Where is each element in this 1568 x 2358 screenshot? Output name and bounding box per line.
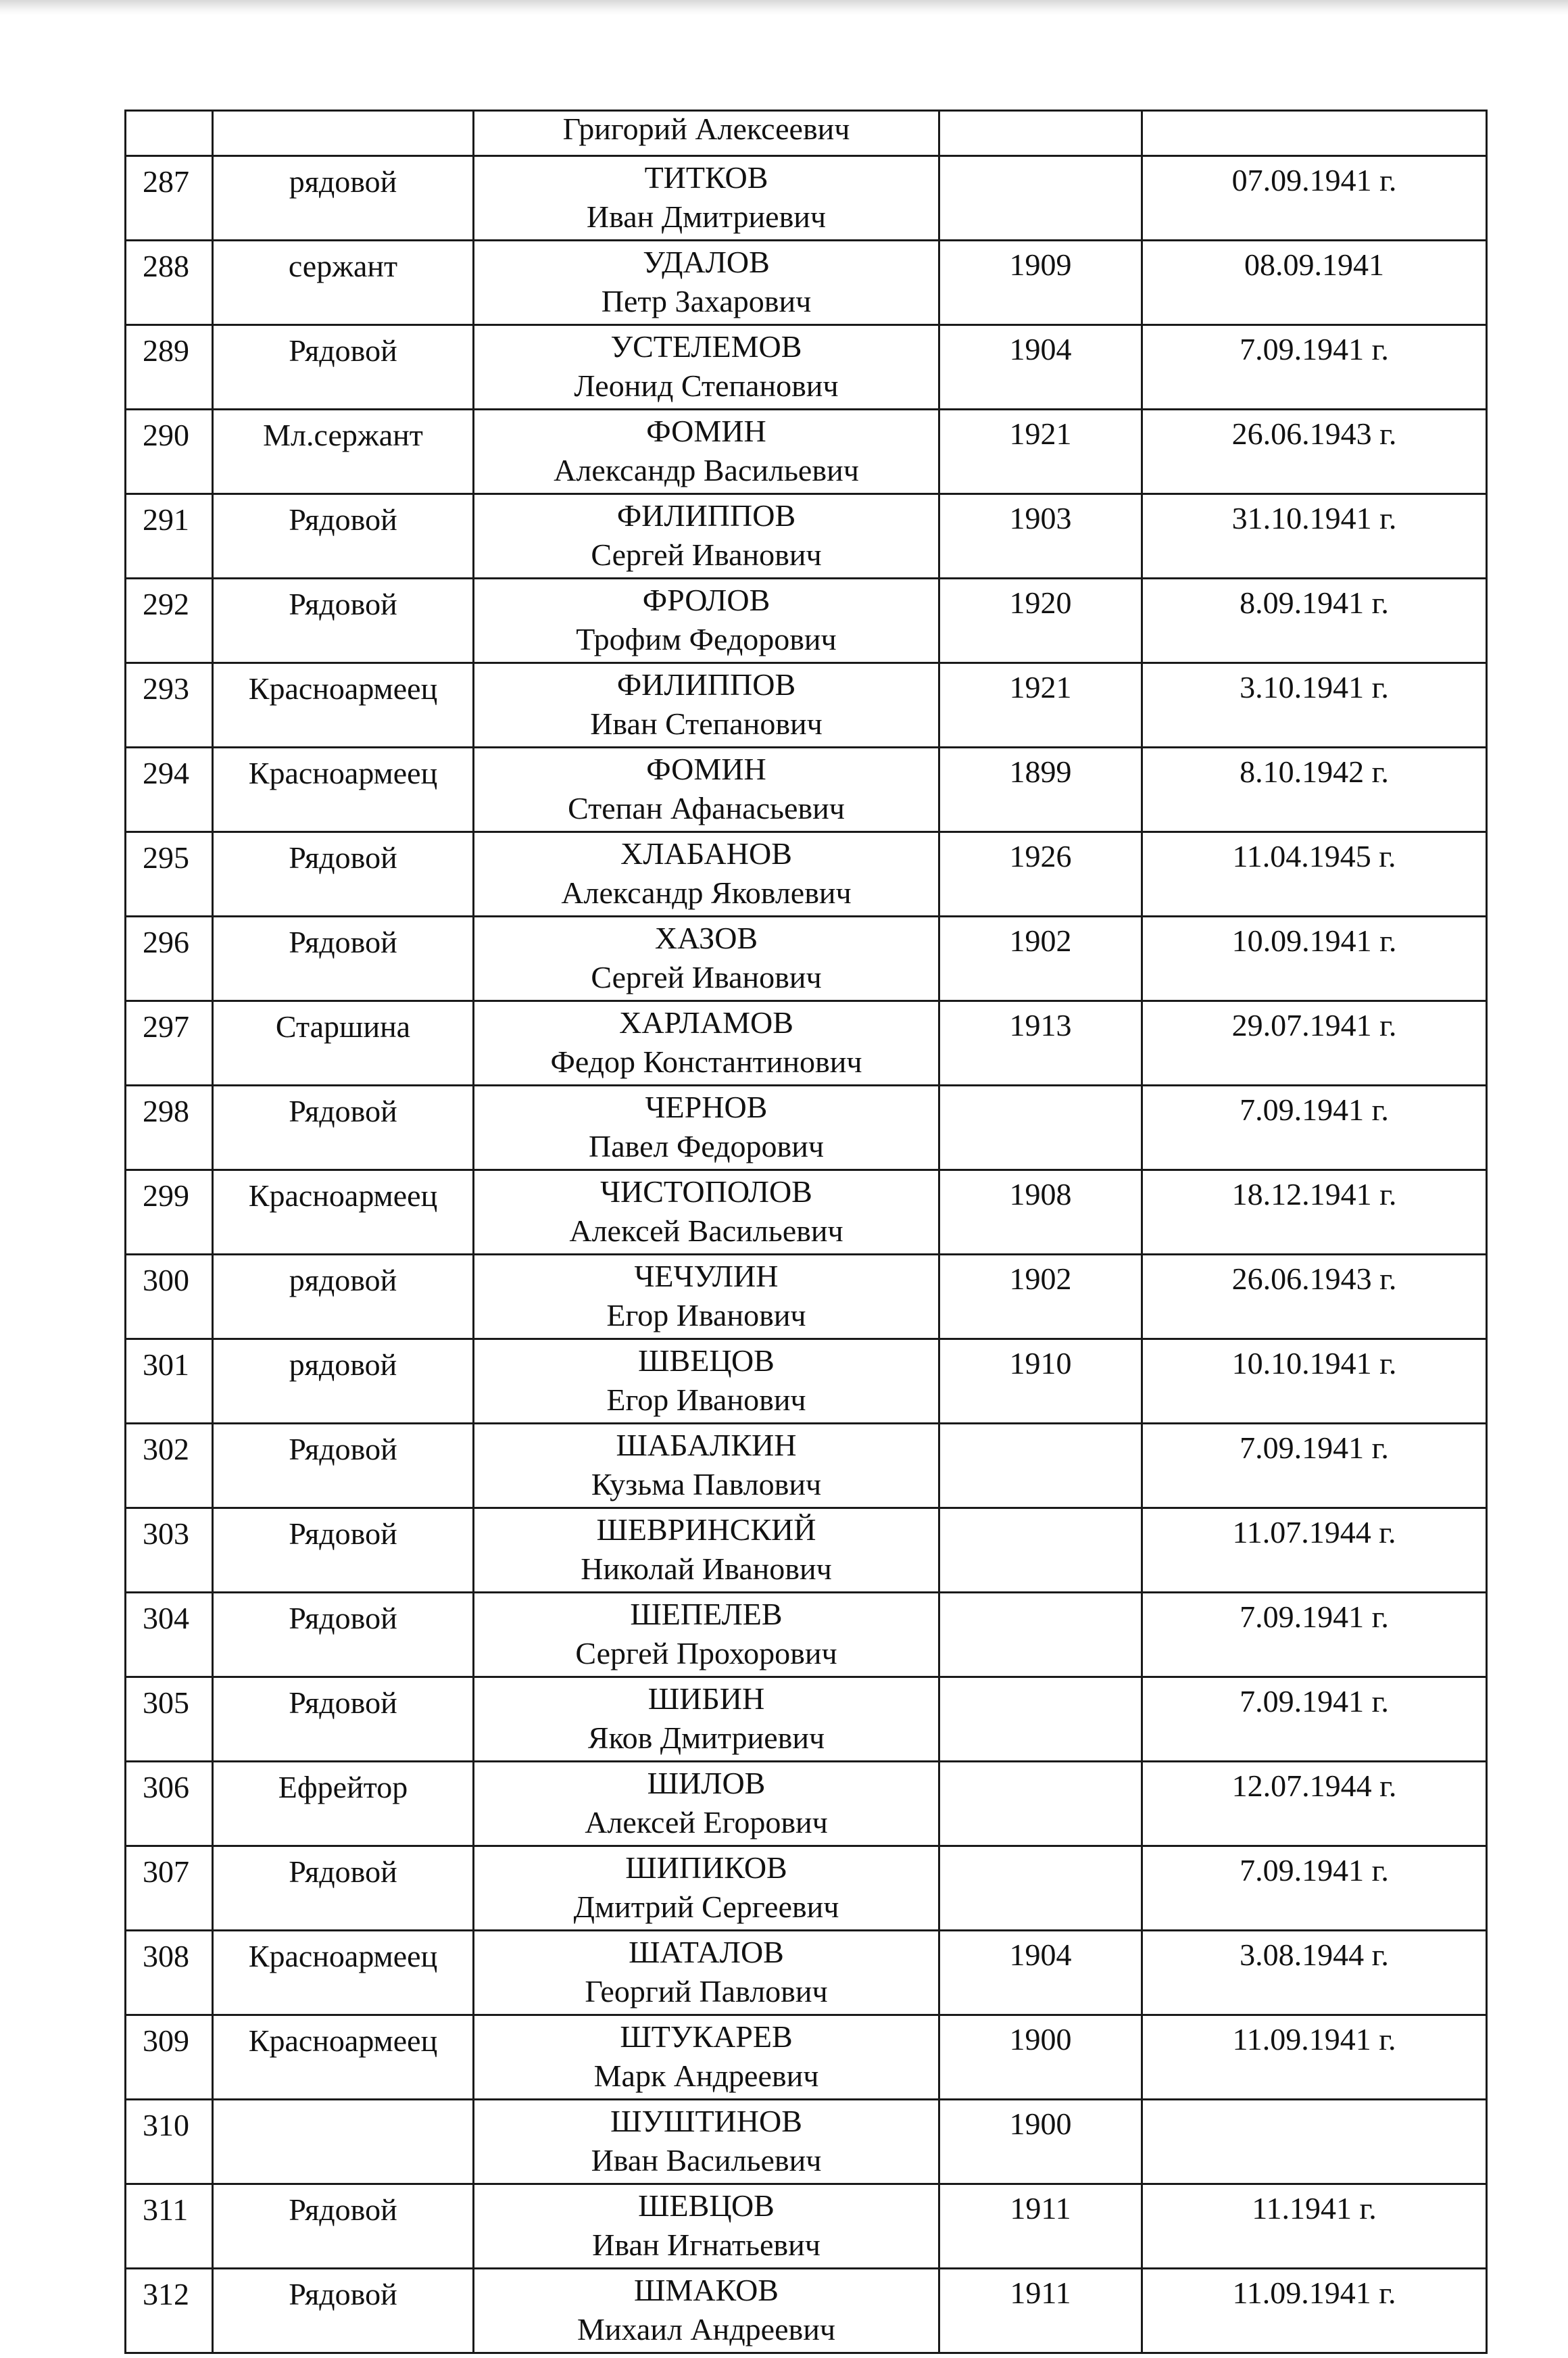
- number-cell: 310: [126, 2100, 213, 2184]
- surname: ШИБИН: [647, 1681, 765, 1716]
- surname: ШТУКАРЕВ: [620, 2019, 793, 2054]
- birth-year-cell: [939, 1762, 1142, 1846]
- number-cell: 287: [126, 156, 213, 241]
- death-date-cell: 11.04.1945 г.: [1142, 832, 1487, 917]
- surname: ШЕВРИНСКИЙ: [596, 1512, 816, 1547]
- surname: ХЛАБАНОВ: [620, 836, 792, 871]
- birth-year-cell: [939, 1677, 1142, 1762]
- table-row: [126, 579, 1487, 663]
- rank-cell: Рядовой: [213, 1508, 474, 1593]
- name-cell: [474, 1677, 939, 1762]
- given-names: Федор Константинович: [550, 1044, 862, 1079]
- table-row: [126, 663, 1487, 748]
- rank-cell: Рядовой: [213, 1593, 474, 1677]
- name-cell: [474, 2269, 939, 2353]
- given-names: Алексей Васильевич: [569, 1213, 843, 1248]
- table-row: [126, 156, 1487, 241]
- given-names: Дмитрий Сергеевич: [573, 1890, 839, 1924]
- given-names: Александр Яковлевич: [561, 875, 852, 910]
- name-cell: [474, 1508, 939, 1593]
- death-date-cell: 3.10.1941 г.: [1142, 663, 1487, 748]
- name-cell: [474, 1424, 939, 1508]
- name-cell: [474, 325, 939, 410]
- rank-cell: Рядовой: [213, 494, 474, 579]
- death-date-cell: 11.07.1944 г.: [1142, 1508, 1487, 1593]
- surname: ЧИСТОПОЛОВ: [600, 1174, 812, 1209]
- name-cell: [474, 917, 939, 1001]
- birth-year-cell: [939, 111, 1142, 156]
- name-cell: [474, 1593, 939, 1677]
- table-row: [126, 1086, 1487, 1170]
- surname: ФРОЛОВ: [642, 583, 770, 617]
- birth-year-cell: 1911: [939, 2184, 1142, 2269]
- given-names: Григорий Алексеевич: [562, 112, 850, 146]
- number-cell: 306: [126, 1762, 213, 1846]
- number-cell: 305: [126, 1677, 213, 1762]
- given-names: Петр Захарович: [601, 284, 812, 318]
- number-cell: 298: [126, 1086, 213, 1170]
- name-cell: [474, 1762, 939, 1846]
- given-names: Яков Дмитриевич: [587, 1721, 825, 1755]
- surname: ШАБАЛКИН: [616, 1428, 797, 1462]
- birth-year-cell: 1910: [939, 1339, 1142, 1424]
- birth-year-cell: 1902: [939, 917, 1142, 1001]
- name-cell: [474, 156, 939, 241]
- surname: ХАЗОВ: [654, 921, 758, 955]
- table-row: [126, 1255, 1487, 1339]
- death-date-cell: 08.09.1941: [1142, 241, 1487, 325]
- death-date-cell: 10.09.1941 г.: [1142, 917, 1487, 1001]
- rank-cell: Ефрейтор: [213, 1762, 474, 1846]
- number-cell: 308: [126, 1931, 213, 2015]
- birth-year-cell: 1904: [939, 325, 1142, 410]
- surname: ШВЕЦОВ: [638, 1343, 775, 1378]
- birth-year-cell: 1913: [939, 1001, 1142, 1086]
- rank-cell: Рядовой: [213, 917, 474, 1001]
- death-date-cell: 12.07.1944 г.: [1142, 1762, 1487, 1846]
- given-names: Александр Васильевич: [554, 453, 859, 487]
- given-names: Георгий Павлович: [585, 1974, 828, 2008]
- table-row: [126, 1593, 1487, 1677]
- birth-year-cell: 1909: [939, 241, 1142, 325]
- rank-cell: Мл.сержант: [213, 410, 474, 494]
- table-row: [126, 2100, 1487, 2184]
- birth-year-cell: [939, 1593, 1142, 1677]
- rank-cell: Рядовой: [213, 832, 474, 917]
- number-cell: 288: [126, 241, 213, 325]
- rank-cell: рядовой: [213, 1255, 474, 1339]
- death-date-cell: 8.10.1942 г.: [1142, 748, 1487, 832]
- name-cell: [474, 579, 939, 663]
- death-date-cell: 07.09.1941 г.: [1142, 156, 1487, 241]
- table-row: [126, 832, 1487, 917]
- death-date-cell: 11.1941 г.: [1142, 2184, 1487, 2269]
- surname: ФИЛИППОВ: [616, 498, 796, 533]
- given-names: Павел Федорович: [589, 1129, 824, 1163]
- casualty-register-table: [124, 110, 1488, 2354]
- table-row: [126, 410, 1487, 494]
- death-date-cell: [1142, 2100, 1487, 2184]
- name-cell: [474, 2100, 939, 2184]
- table-row: [126, 2184, 1487, 2269]
- number-cell: 304: [126, 1593, 213, 1677]
- death-date-cell: 3.08.1944 г.: [1142, 1931, 1487, 2015]
- table-row: [126, 917, 1487, 1001]
- number-cell: 299: [126, 1170, 213, 1255]
- surname: ЧЕЧУЛИН: [634, 1259, 779, 1293]
- rank-cell: Красноармеец: [213, 1170, 474, 1255]
- death-date-cell: 7.09.1941 г.: [1142, 1846, 1487, 1931]
- table-row: [126, 748, 1487, 832]
- given-names: Алексей Егорович: [585, 1805, 828, 1839]
- name-cell: [474, 494, 939, 579]
- table-row: [126, 1762, 1487, 1846]
- death-date-cell: 7.09.1941 г.: [1142, 1424, 1487, 1508]
- birth-year-cell: 1921: [939, 663, 1142, 748]
- table-row: [126, 1170, 1487, 1255]
- table-row: [126, 2015, 1487, 2100]
- rank-cell: Старшина: [213, 1001, 474, 1086]
- name-cell: [474, 663, 939, 748]
- surname: ШМАКОВ: [634, 2273, 779, 2307]
- table-row: [126, 1339, 1487, 1424]
- birth-year-cell: 1904: [939, 1931, 1142, 2015]
- name-cell: [474, 748, 939, 832]
- name-cell: [474, 2184, 939, 2269]
- birth-year-cell: 1902: [939, 1255, 1142, 1339]
- name-cell: [474, 1255, 939, 1339]
- rank-cell: [213, 111, 474, 156]
- given-names: Иван Дмитриевич: [586, 199, 827, 234]
- name-cell: [474, 2015, 939, 2100]
- table-row: [126, 325, 1487, 410]
- rank-cell: Рядовой: [213, 325, 474, 410]
- birth-year-cell: 1900: [939, 2015, 1142, 2100]
- rank-cell: Рядовой: [213, 1677, 474, 1762]
- death-date-cell: 18.12.1941 г.: [1142, 1170, 1487, 1255]
- number-cell: 297: [126, 1001, 213, 1086]
- death-date-cell: 26.06.1943 г.: [1142, 1255, 1487, 1339]
- birth-year-cell: [939, 1424, 1142, 1508]
- death-date-cell: 7.09.1941 г.: [1142, 1593, 1487, 1677]
- rank-cell: рядовой: [213, 1339, 474, 1424]
- death-date-cell: 7.09.1941 г.: [1142, 1086, 1487, 1170]
- number-cell: 293: [126, 663, 213, 748]
- death-date-cell: [1142, 111, 1487, 156]
- number-cell: 291: [126, 494, 213, 579]
- table-row: [126, 241, 1487, 325]
- number-cell: 303: [126, 1508, 213, 1593]
- birth-year-cell: [939, 1846, 1142, 1931]
- death-date-cell: 11.09.1941 г.: [1142, 2015, 1487, 2100]
- name-cell: [474, 410, 939, 494]
- number-cell: 290: [126, 410, 213, 494]
- surname: ХАРЛАМОВ: [619, 1005, 793, 1040]
- given-names: Леонид Степанович: [574, 368, 839, 403]
- death-date-cell: 11.09.1941 г.: [1142, 2269, 1487, 2353]
- given-names: Егор Иванович: [606, 1298, 806, 1332]
- surname: ТИТКОВ: [644, 160, 768, 195]
- birth-year-cell: 1903: [939, 494, 1142, 579]
- name-cell: [474, 1339, 939, 1424]
- surname: ФИЛИППОВ: [616, 667, 796, 702]
- name-cell: [474, 1086, 939, 1170]
- birth-year-cell: 1911: [939, 2269, 1142, 2353]
- given-names: Степан Афанасьевич: [568, 791, 845, 825]
- death-date-cell: 29.07.1941 г.: [1142, 1001, 1487, 1086]
- death-date-cell: 26.06.1943 г.: [1142, 410, 1487, 494]
- given-names: Михаил Андреевич: [577, 2312, 835, 2347]
- given-names: Иван Васильевич: [591, 2143, 822, 2177]
- birth-year-cell: 1920: [939, 579, 1142, 663]
- name-cell: [474, 832, 939, 917]
- table-row: [126, 1931, 1487, 2015]
- name-cell: [474, 1846, 939, 1931]
- table-row: [126, 1508, 1487, 1593]
- number-cell: 301: [126, 1339, 213, 1424]
- table-row: [126, 494, 1487, 579]
- rank-cell: сержант: [213, 241, 474, 325]
- death-date-cell: 10.10.1941 г.: [1142, 1339, 1487, 1424]
- surname: ШАТАЛОВ: [629, 1935, 784, 1969]
- death-date-cell: 7.09.1941 г.: [1142, 325, 1487, 410]
- birth-year-cell: [939, 1508, 1142, 1593]
- given-names: Егор Иванович: [606, 1382, 806, 1417]
- birth-year-cell: [939, 1086, 1142, 1170]
- rank-cell: Рядовой: [213, 1424, 474, 1508]
- table-row: [126, 1424, 1487, 1508]
- birth-year-cell: 1900: [939, 2100, 1142, 2184]
- rank-cell: Рядовой: [213, 2269, 474, 2353]
- birth-year-cell: 1926: [939, 832, 1142, 917]
- name-cell: [474, 1001, 939, 1086]
- surname: ФОМИН: [646, 414, 766, 448]
- name-cell: [474, 1931, 939, 2015]
- rank-cell: Рядовой: [213, 2184, 474, 2269]
- name-cell: [474, 111, 939, 156]
- number-cell: 307: [126, 1846, 213, 1931]
- number-cell: 309: [126, 2015, 213, 2100]
- number-cell: 296: [126, 917, 213, 1001]
- birth-year-cell: 1899: [939, 748, 1142, 832]
- given-names: Сергей Иванович: [591, 537, 822, 572]
- number-cell: 289: [126, 325, 213, 410]
- surname: ЧЕРНОВ: [645, 1090, 768, 1124]
- surname: ШИЛОВ: [647, 1766, 766, 1800]
- table-row: [126, 2269, 1487, 2353]
- continuation-row: [126, 111, 1487, 156]
- number-cell: 311: [126, 2184, 213, 2269]
- death-date-cell: 8.09.1941 г.: [1142, 579, 1487, 663]
- birth-year-cell: 1921: [939, 410, 1142, 494]
- rank-cell: Красноармеец: [213, 1931, 474, 2015]
- table-row: [126, 1846, 1487, 1931]
- number-cell: 294: [126, 748, 213, 832]
- surname: ФОМИН: [646, 752, 766, 786]
- number-cell: 302: [126, 1424, 213, 1508]
- birth-year-cell: 1908: [939, 1170, 1142, 1255]
- name-cell: [474, 1170, 939, 1255]
- given-names: Сергей Прохорович: [575, 1636, 837, 1670]
- death-date-cell: 31.10.1941 г.: [1142, 494, 1487, 579]
- birth-year-cell: [939, 156, 1142, 241]
- given-names: Кузьма Павлович: [591, 1467, 822, 1501]
- scan-top-edge: [0, 0, 1568, 15]
- given-names: Иван Степанович: [590, 706, 823, 741]
- name-cell: [474, 241, 939, 325]
- given-names: Иван Игнатьевич: [592, 2228, 820, 2262]
- rank-cell: Рядовой: [213, 579, 474, 663]
- surname: УДАЛОВ: [643, 245, 770, 279]
- given-names: Сергей Иванович: [591, 960, 822, 994]
- number-cell: 292: [126, 579, 213, 663]
- rank-cell: Красноармеец: [213, 2015, 474, 2100]
- table-row: [126, 1677, 1487, 1762]
- given-names: Марк Андреевич: [593, 2059, 819, 2093]
- rank-cell: Рядовой: [213, 1086, 474, 1170]
- rank-cell: Рядовой: [213, 1846, 474, 1931]
- number-cell: [126, 111, 213, 156]
- surname: ШЕВЦОВ: [638, 2188, 775, 2223]
- rank-cell: рядовой: [213, 156, 474, 241]
- surname: ШУШТИНОВ: [610, 2104, 802, 2138]
- surname: УСТЕЛЕМОВ: [610, 329, 802, 364]
- given-names: Николай Иванович: [581, 1551, 832, 1586]
- rank-cell: [213, 2100, 474, 2184]
- table-row: [126, 1001, 1487, 1086]
- rank-cell: Красноармеец: [213, 663, 474, 748]
- death-date-cell: 7.09.1941 г.: [1142, 1677, 1487, 1762]
- surname: ШИПИКОВ: [625, 1850, 787, 1885]
- surname: ШЕПЕЛЕВ: [630, 1597, 783, 1631]
- number-cell: 295: [126, 832, 213, 917]
- given-names: Трофим Федорович: [576, 622, 837, 656]
- rank-cell: Красноармеец: [213, 748, 474, 832]
- register-body: [126, 111, 1487, 2353]
- number-cell: 300: [126, 1255, 213, 1339]
- number-cell: 312: [126, 2269, 213, 2353]
